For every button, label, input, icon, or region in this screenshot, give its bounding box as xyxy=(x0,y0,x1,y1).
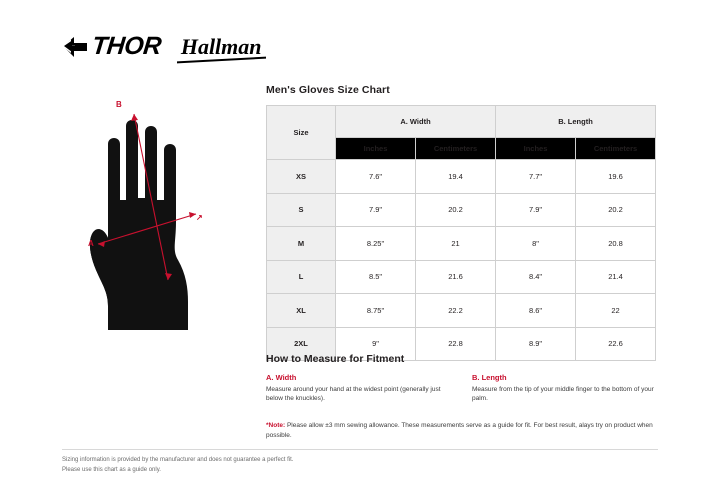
how-to-measure-width-block xyxy=(266,373,454,404)
cell-width-centimeters: 19.4 xyxy=(416,160,496,194)
measure-length-body: Measure from the tip of your middle finger to the bottom of your palm. xyxy=(472,386,654,403)
table-row xyxy=(267,227,656,261)
thor-hammer-icon xyxy=(62,35,88,59)
table-row xyxy=(267,160,656,194)
cell-length-centimeters: 20.2 xyxy=(576,193,656,227)
cell-length-centimeters: 19.6 xyxy=(576,160,656,194)
cell-length-inches: 8.6" xyxy=(496,294,576,328)
cell-length-centimeters: 21.4 xyxy=(576,260,656,294)
column-header-length-centimeters: Centimeters xyxy=(576,138,656,160)
cell-width-centimeters: 22.8 xyxy=(416,327,496,361)
brand-header xyxy=(62,32,264,61)
measure-width-body: Measure around your hand at the widest point (generally just below the knuckles). xyxy=(266,386,441,403)
how-to-measure-length-block xyxy=(472,373,660,404)
table-row xyxy=(267,193,656,227)
cell-width-inches: 8.5" xyxy=(336,260,416,294)
cell-width-centimeters: 21.6 xyxy=(416,260,496,294)
cell-length-centimeters: 22 xyxy=(576,294,656,328)
cell-length-inches: 8.9" xyxy=(496,327,576,361)
cell-width-inches: 9" xyxy=(336,327,416,361)
cell-width-inches: 8.75" xyxy=(336,294,416,328)
sizing-note-prefix: *Note: xyxy=(266,422,286,429)
thor-logo xyxy=(62,32,161,61)
cell-length-centimeters: 22.6 xyxy=(576,327,656,361)
size-chart-table xyxy=(266,105,656,361)
column-group-width: A. Width xyxy=(336,106,496,138)
cell-width-inches: 7.6" xyxy=(336,160,416,194)
cell-length-centimeters: 20.8 xyxy=(576,227,656,261)
table-row xyxy=(267,294,656,328)
cell-length-inches: 7.7" xyxy=(496,160,576,194)
cell-size: S xyxy=(267,193,336,227)
sizing-note-body: Please allow ±3 mm sewing allowance. These measurements serve as a guide for fit. For best result, alays try on product when possible. xyxy=(266,422,653,439)
cell-size: XL xyxy=(267,294,336,328)
cell-size: L xyxy=(267,260,336,294)
cell-size: M xyxy=(267,227,336,261)
page-title: Men's Gloves Size Chart xyxy=(266,84,390,96)
cell-size: XS xyxy=(267,160,336,194)
column-header-length-inches: Inches xyxy=(496,138,576,160)
column-group-length: B. Length xyxy=(496,106,656,138)
diagram-label-width: A xyxy=(88,239,94,248)
column-header-width-centimeters: Centimeters xyxy=(416,138,496,160)
cell-length-inches: 8.4" xyxy=(496,260,576,294)
measure-length-heading: B. Length xyxy=(472,373,507,382)
cell-width-centimeters: 20.2 xyxy=(416,193,496,227)
cell-length-inches: 7.9" xyxy=(496,193,576,227)
hallman-wordmark: Hallman xyxy=(180,33,262,59)
cell-width-inches: 7.9" xyxy=(336,193,416,227)
cell-width-centimeters: 22.2 xyxy=(416,294,496,328)
thor-wordmark: THOR xyxy=(90,32,163,60)
footer-line-1: Sizing information is provided by the manufacturer and does not guarantee a perfect fit. xyxy=(62,457,294,463)
sizing-note xyxy=(266,421,656,441)
table-group-header-row xyxy=(267,106,656,138)
table-row xyxy=(267,260,656,294)
cell-width-centimeters: 21 xyxy=(416,227,496,261)
cell-width-inches: 8.25" xyxy=(336,227,416,261)
diagram-label-length: B xyxy=(116,100,122,109)
footer-line-2: Please use this chart as a guide only. xyxy=(62,466,161,473)
diagram-arrow-marker: ↗ xyxy=(196,213,203,222)
column-header-size: Size xyxy=(267,106,336,160)
measure-width-heading: A. Width xyxy=(266,373,297,382)
footer-disclaimer xyxy=(62,456,293,475)
how-to-measure-title: How to Measure for Fitment xyxy=(266,353,405,365)
cell-length-inches: 8" xyxy=(496,227,576,261)
column-header-width-inches: Inches xyxy=(336,138,416,160)
footer-divider xyxy=(62,449,658,450)
cell-size: 2XL xyxy=(267,327,336,361)
glove-measurement-diagram xyxy=(46,92,256,337)
